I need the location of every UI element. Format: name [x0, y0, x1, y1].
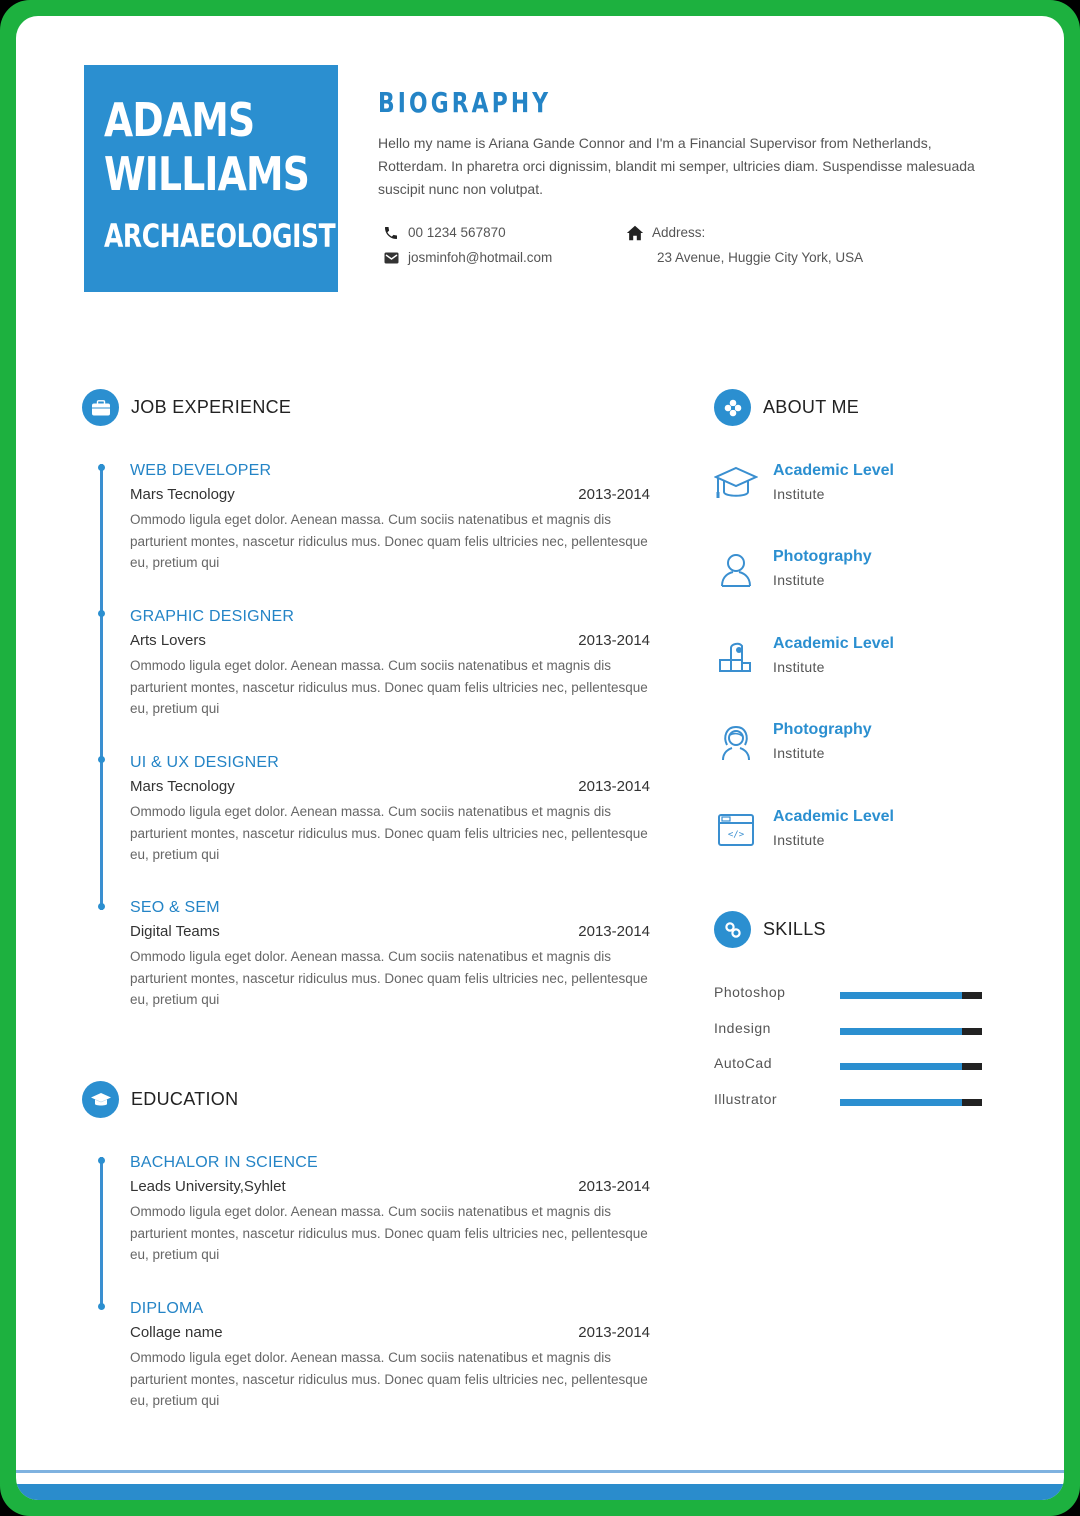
about-item-subtitle: Institute — [773, 572, 825, 588]
skill-row — [714, 1020, 984, 1040]
about-me-header — [714, 389, 859, 426]
timeline-dot — [98, 610, 105, 617]
skill-name: Indesign — [714, 1020, 771, 1036]
skill-level-fill — [840, 1028, 962, 1035]
job-role: UI & UX DESIGNER — [130, 754, 280, 771]
briefcase-icon — [82, 389, 119, 426]
address-info — [626, 220, 863, 270]
skill-name: AutoCad — [714, 1055, 772, 1071]
skill-row — [714, 1091, 984, 1111]
phone-number[interactable]: 00 1234 567870 — [408, 225, 506, 240]
flower-icon — [714, 389, 751, 426]
phone-icon — [382, 224, 400, 242]
mail-icon — [382, 249, 400, 267]
job-meta — [130, 632, 650, 649]
skill-row — [714, 984, 984, 1004]
job-entry — [130, 754, 650, 866]
address-label-row — [626, 220, 863, 245]
about-item — [713, 807, 894, 853]
address-text: 23 Avenue, Huggie City York, USA — [657, 250, 864, 265]
timeline-dot — [98, 903, 105, 910]
about-item-title: Photography — [773, 548, 872, 565]
skill-row — [714, 1055, 984, 1075]
footer-band — [16, 1484, 1064, 1500]
job-entry — [130, 899, 650, 1011]
skill-name: Photoshop — [714, 984, 786, 1000]
about-me-title: ABOUT ME — [763, 397, 860, 417]
job-meta — [130, 923, 650, 940]
timeline-dot — [98, 464, 105, 471]
job-company: Digital Teams — [130, 923, 220, 940]
about-item-title: Academic Level — [773, 808, 894, 825]
education-header — [82, 1081, 238, 1118]
job-role: GRAPHIC DESIGNER — [130, 608, 295, 625]
education-description: Ommodo ligula eget dolor. Aenean massa. Cum sociis natenatibus et magnis dis parturient montes, nascetur ridiculus mus. Donec quam felis ultricies nec, pellentesque eu, pretium qui — [130, 1204, 648, 1262]
education-degree: DIPLOMA — [130, 1300, 204, 1317]
education-years: 2013-2014 — [578, 1178, 650, 1195]
last-name: WILLIAMS — [104, 147, 310, 201]
svg-text:</>: </> — [727, 830, 745, 840]
about-item-title: Photography — [773, 721, 872, 738]
address-label: Address: — [652, 225, 706, 240]
job-description: Ommodo ligula eget dolor. Aenean massa. Cum sociis natenatibus et magnis dis parturient montes, nascetur ridiculus mus. Donec quam felis ultricies nec, pellentesque eu, pretium qui — [130, 512, 648, 570]
skill-bar — [840, 1063, 982, 1070]
education-school: Leads University,Syhlet — [130, 1178, 286, 1195]
footer-divider — [16, 1470, 1064, 1473]
about-item-subtitle: Institute — [773, 486, 825, 502]
education-meta — [130, 1178, 650, 1195]
biography-title: BIOGRAPHY — [378, 86, 552, 119]
about-item-title: Academic Level — [773, 635, 894, 652]
education-meta — [130, 1324, 650, 1341]
timeline-dot — [98, 1303, 105, 1310]
about-item-subtitle: Institute — [773, 659, 825, 675]
job-description: Ommodo ligula eget dolor. Aenean massa. Cum sociis natenatibus et magnis dis parturient montes, nascetur ridiculus mus. Donec quam felis ultricies nec, pellentesque eu, pretium qui — [130, 804, 648, 862]
graduation-cap-icon — [713, 461, 759, 507]
link-icon — [714, 911, 751, 948]
timeline-dot — [98, 1157, 105, 1164]
job-years: 2013-2014 — [578, 778, 650, 795]
job-experience-title: JOB EXPERIENCE — [131, 397, 292, 417]
job-company: Mars Tecnology — [130, 486, 235, 503]
about-item — [713, 547, 872, 593]
timeline-dot — [98, 756, 105, 763]
graduation-cap-icon — [82, 1081, 119, 1118]
name-box — [84, 65, 338, 292]
job-entry — [130, 608, 650, 720]
education-years: 2013-2014 — [578, 1324, 650, 1341]
about-item — [713, 634, 894, 680]
phone-row — [382, 220, 552, 245]
about-item — [713, 461, 894, 507]
skill-level-fill — [840, 1099, 962, 1106]
code-window-icon — [713, 807, 759, 853]
job-meta — [130, 778, 650, 795]
blocks-icon — [713, 634, 759, 680]
skill-bar — [840, 992, 982, 999]
job-entry — [130, 462, 650, 574]
education-title: EDUCATION — [131, 1089, 239, 1109]
job-role: WEB DEVELOPER — [130, 462, 272, 479]
job-years: 2013-2014 — [578, 632, 650, 649]
profession: ARCHAEOLOGIST — [104, 217, 336, 255]
about-item-subtitle: Institute — [773, 745, 825, 761]
first-name: ADAMS — [104, 93, 255, 147]
education-degree: BACHALOR IN SCIENCE — [130, 1154, 318, 1171]
email-address[interactable]: josminfoh@hotmail.com — [408, 250, 553, 265]
about-item — [713, 720, 872, 766]
education-description: Ommodo ligula eget dolor. Aenean massa. Cum sociis natenatibus et magnis dis parturient montes, nascetur ridiculus mus. Donec quam felis ultricies nec, pellentesque eu, pretium qui — [130, 1350, 648, 1408]
education-school: Collage name — [130, 1324, 223, 1341]
resume-page — [16, 16, 1064, 1500]
job-role: SEO & SEM — [130, 899, 220, 916]
user-icon — [713, 547, 759, 593]
job-company: Mars Tecnology — [130, 778, 235, 795]
job-experience-header — [82, 389, 291, 426]
job-years: 2013-2014 — [578, 923, 650, 940]
skill-level-fill — [840, 1063, 962, 1070]
skill-level-fill — [840, 992, 962, 999]
education-entry — [130, 1300, 650, 1412]
skills-header — [714, 911, 826, 948]
home-icon — [626, 224, 644, 242]
skill-bar — [840, 1099, 982, 1106]
job-meta — [130, 486, 650, 503]
job-description: Ommodo ligula eget dolor. Aenean massa. Cum sociis natenatibus et magnis dis parturient montes, nascetur ridiculus mus. Donec quam felis ultricies nec, pellentesque eu, pretium qui — [130, 949, 648, 1007]
contact-info — [382, 220, 552, 270]
job-years: 2013-2014 — [578, 486, 650, 503]
about-item-subtitle: Institute — [773, 832, 825, 848]
about-item-title: Academic Level — [773, 462, 894, 479]
skill-name: Illustrator — [714, 1091, 778, 1107]
education-timeline — [100, 1157, 103, 1309]
job-company: Arts Lovers — [130, 632, 206, 649]
job-timeline — [100, 464, 103, 910]
job-description: Ommodo ligula eget dolor. Aenean massa. Cum sociis natenatibus et magnis dis parturient montes, nascetur ridiculus mus. Donec quam felis ultricies nec, pellentesque eu, pretium qui — [130, 658, 648, 716]
skill-bar — [840, 1028, 982, 1035]
skills-title: SKILLS — [763, 919, 826, 939]
biography-text: Hello my name is Ariana Gande Connor and I'm a Financial Supervisor from Netherlands, Rotterdam. In pharetra orci dignissim, blandit mi semper, ultricies diam. Suspendisse malesuada suscipit nunc non volutpat. — [378, 135, 975, 197]
woman-icon — [713, 720, 759, 766]
education-entry — [130, 1154, 650, 1266]
email-row — [382, 245, 552, 270]
